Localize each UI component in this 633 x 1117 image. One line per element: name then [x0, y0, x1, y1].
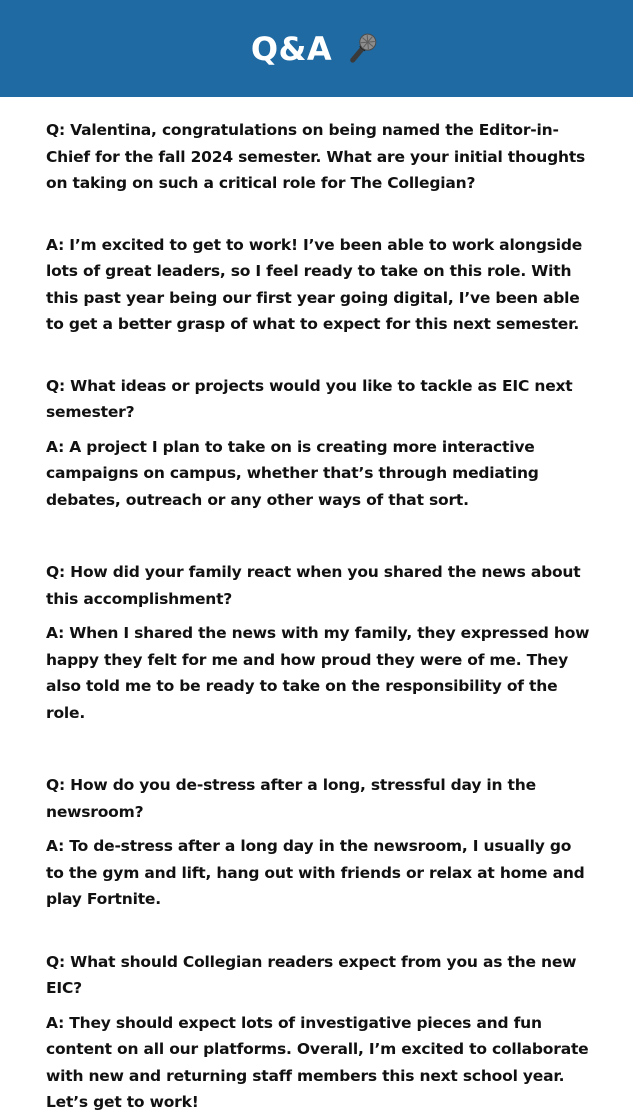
- answer-3: A: When I shared the news with my family, they expressed how happy they felt for me and how proud they were of me. They also told me to be ready to take on the responsibility of the role.: [46, 624, 590, 722]
- page-title: Q&A: [250, 29, 333, 68]
- question-3: Q: How did your family react when you shared the news about this accomplishment?: [46, 563, 581, 608]
- answer-1: A: I’m excited to get to work! I’ve been able to work alongside lots of great leaders, so I feel ready to take on this role. With this past year being our first year going digital, I’ve been able to get a better grasp of what to expect for this next semester.: [46, 235, 583, 333]
- answer-4: A: To de-stress after a long day in the newsroom, I usually go to the gym and lift, hang out with friends or relax at home and play Fortnite.: [46, 837, 585, 908]
- header-title-group: [251, 29, 382, 69]
- question-5: Q: What should Collegian readers expect from you as the new EIC?: [46, 952, 577, 997]
- qa-content: [46, 117, 591, 1116]
- answer-5: A: They should expect lots of investigative pieces and fun content on all our platforms. Overall, I’m excited to collaborate with new and returning staff members this next school year. Let’s get to work!: [46, 1013, 589, 1111]
- answer-2: A: A project I plan to take on is creating more interactive campaigns on campus, whether that’s through mediating debates, outreach or any other ways of that sort.: [46, 437, 539, 509]
- page-header: [0, 0, 633, 97]
- microphone-icon: [342, 29, 382, 69]
- question-1: Q: Valentina, congratulations on being named the Editor-in-Chief for the fall 2024 semester. What are your initial thoughts on taking on such a critical role for The Collegian?: [46, 121, 586, 192]
- question-4: Q: How do you de-stress after a long, stressful day in the newsroom?: [46, 776, 536, 821]
- question-2: Q: What ideas or projects would you like to tackle as EIC next semester?: [46, 376, 573, 421]
